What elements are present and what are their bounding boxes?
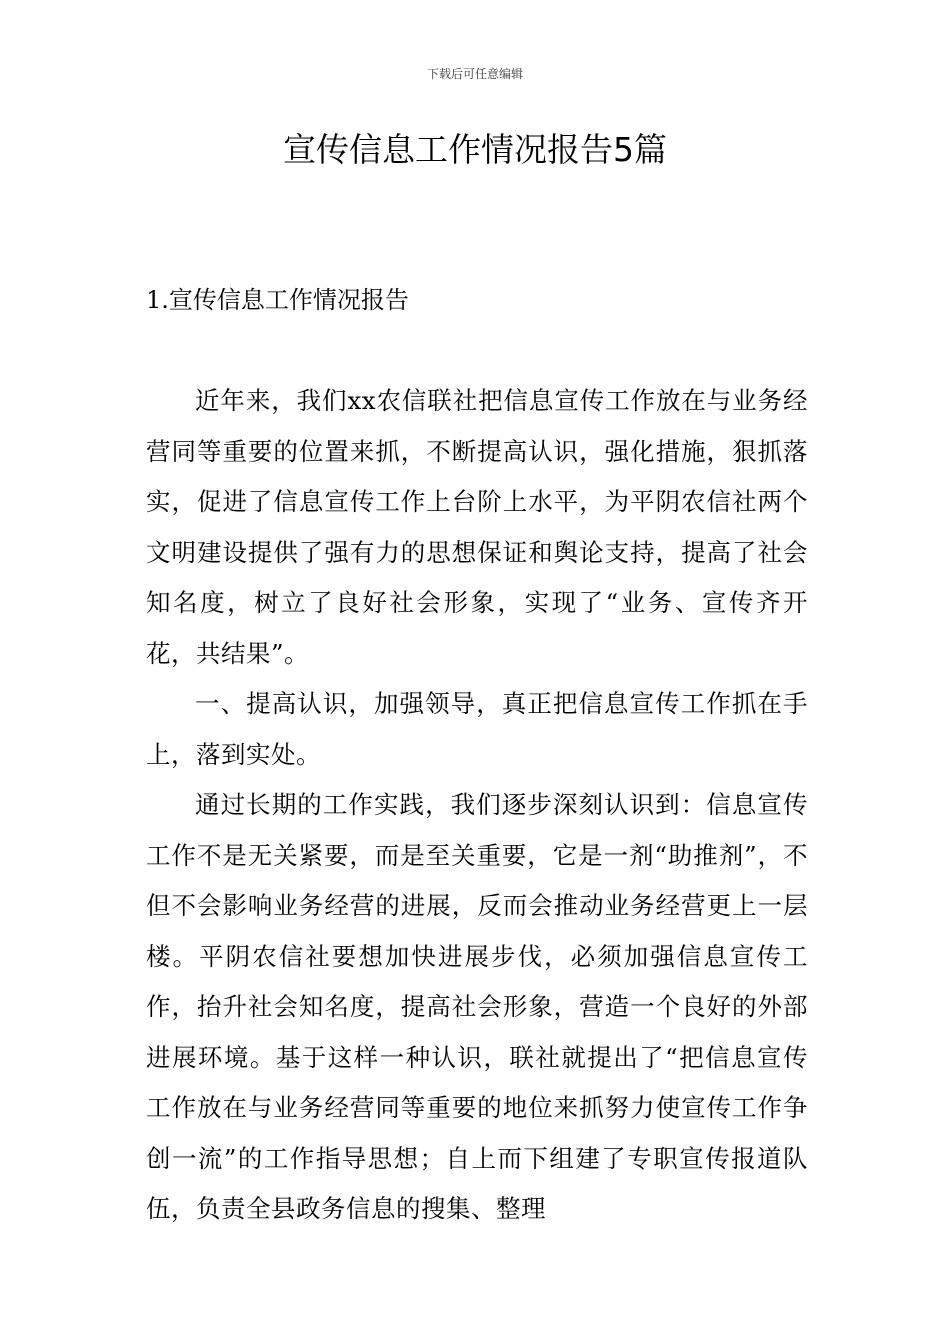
section-heading: 1.宣传信息工作情况报告 [146, 286, 409, 314]
paragraph-practice: 通过长期的工作实践，我们逐步深刻认识到：信息宣传工作不是无关紧要，而是至关重要，它是一剂“助推剂”，不但不会影响业务经营的进展，反而会推动业务经营更上一层楼。平阴农信社要想加快进展步伐，必须加强信息宣传工作，抬升社会知名度，提高社会形象，营造一个良好的外部进展环境。基于这样一种认识，联社就提出了“把信息宣传工作放在与业务经营同等重要的地位来抓努力使宣传工作争创一流”的工作指导思想；自上而下组建了专职宣传报道队伍，负责全县政务信息的搜集、整理 [146, 790, 808, 1223]
paragraph-point-one: 一、提高认识，加强领导，真正把信息宣传工作抓在手上，落到实处。 [146, 689, 808, 769]
page-header-note: 下载后可任意编辑 [426, 67, 523, 81]
paragraph-intro: 近年来，我们xx农信联社把信息宣传工作放在与业务经营同等重要的位置来抓，不断提高认识，强化措施，狠抓落实，促进了信息宣传工作上台阶上水平，为平阴农信社两个文明建设提供了强有力的思想保证和舆论支持，提高了社会知名度，树立了良好社会形象，实现了“业务、宣传齐开花，共结果”。 [146, 386, 808, 668]
document-title: 宣传信息工作情况报告5篇 [283, 130, 667, 169]
document-body [146, 376, 808, 1235]
